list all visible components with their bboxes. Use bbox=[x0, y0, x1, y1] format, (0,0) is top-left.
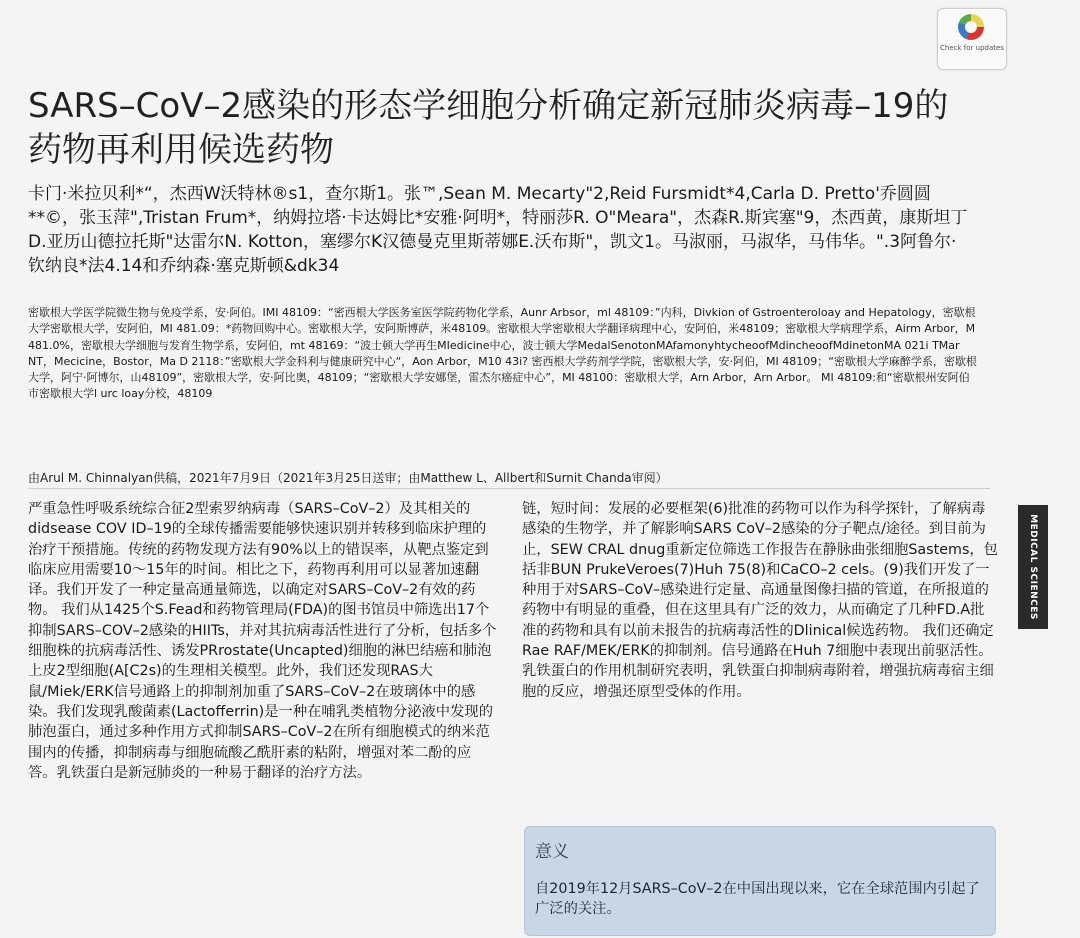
check-for-updates-badge[interactable] bbox=[937, 8, 1007, 70]
significance-box bbox=[524, 826, 996, 936]
significance-text: 自2019年12月SARS–CoV–2在中国出现以来，它在全球范围内引起了广泛的关注。 bbox=[535, 881, 980, 917]
edited-by-line: 由Arul M. Chinnalyan供稿，2021年7月9日（2021年3月25日送审；由Matthew L、Allbert和Surnit Chanda审阅） bbox=[28, 471, 668, 485]
author-list: 卡门·米拉贝利*“，杰西W沃特林®s1，查尔斯1。张™,Sean M. Mecarty"2,Reid Fursmidt*4,Carla D. Pretto'乔圆圆**©，张玉萍",Tristan Frum*，纳姆拉塔·卡达姆比*安雅·阿明*，特丽莎R. O"Meara"，杰森R.斯宾塞"9，杰西黄，康斯坦丁D.亚历山德拉托斯"达雷尔N. Kotton，塞缪尔K汉德曼克里斯蒂娜E.沃布斯"，凯文1。马淑丽，马淑华，马伟华。".3阿鲁尔·钦纳良*法4.14和乔纳森·塞克斯顿&dk34 bbox=[28, 184, 968, 276]
abstract-left-column: 严重急性呼吸系统综合征2型索罗纳病毒（SARS–CoV–2）及其相关的didsease COV ID–19的全球传播需要能够快速识别并转移到临床护理的治疗干预措施。传统的药物发现方法有90%以上的错误率，从靶点鉴定到临床应用需要10～15年的时间。相比之下，药物再利用可以显著加速翻译。我们开发了一种定量高通量筛选，以确定对SARS–CoV–2有效的药物。 我们从1425个S.Fead和药物管理局(FDA)的图书馆员中筛选出17个抑制SARS–COV–2感染的HIITs，并对其抗病毒活性进行了分析，包括多个细胞株的抗病毒活性、诱发PRrostate(Uncapted)细胞的淋巴结癌和肺泡上皮2型细胞(A[C2s)的生理相关模型。此外，我们还发现RAS大鼠/Miek/ERK信号通路上的抑制剂加重了SARS–CoV–2在玻璃体中的感染。我们发现乳酸菌素(Lactofferrin)是一种在哺乳类植物分泌液中发现的肺泡蛋白，通过多种作用方式抑制SARS–CoV–2在所有细胞模式的纳米范围内的传播，抑制病毒与细胞硫酸乙酰肝素的粘附，增强对苯二酚的应答。乳铁蛋白是新冠肺炎的一种易于翻译的治疗方法。 bbox=[28, 501, 497, 781]
affiliations: 密歇根大学医学院微生物与免疫学系，安·阿伯。IMI 48109：“密西根大学医务室医学院药物化学系，Aunr Arbsor，ml 48109：”内科，Divkion of Gstroenteroloay and Hepatology，密歇根大学密歇根大学，安阿伯，MI 481.09：*药物回购中心。密歇根大学，安阿斯博萨，米48109。密歇根大学密歇根大学翻译病理中心，安阿伯，米48109；密歇根大学病理学系，Airm Arbor，M 481.0%，密歇根大学细胞与发育生物学系，安阿伯，mt 48169：“波士顿大学再生MIedicine中心，波士顿大学MedalSenotonMAfamonyhtycheoofMdincheoofMdinetonMA 021i TMar NT，Mecicine，Bostor，Ma D 2118：”密歇根大学金科利与健康研究中心“，Aon Arbor，M10 43i? 密西根大学药剂学学院，密歇根大学，安·阿伯，MI 48109；“密歇根大学麻醉学系，密歇根大学，阿宁·阿博尔，山48109”，密歇根大学，安·阿比奥，48109；“密歇根大学安娜堡，雷杰尔癌症中心”，MI 48100：密歇根大学，Arn Arbor，Arn Arbor。 MI 48109:和“密歇根州安阿伯市密歇根大学l urc loay分校，48109 bbox=[28, 306, 977, 401]
section-side-tab bbox=[1018, 505, 1048, 629]
side-tab-label: MEDICAL SCIENCES bbox=[1028, 514, 1038, 620]
article-title: SARS–CoV–2感染的形态学细胞分析确定新冠肺炎病毒–19的药物再利用候选药物 bbox=[28, 86, 949, 170]
divider bbox=[28, 488, 990, 489]
crossmark-icon bbox=[958, 14, 984, 40]
abstract-right-column: 链，短时间：发展的必要框架(6)批准的药物可以作为科学探针，了解病毒感染的生物学，并了解影响SARS CoV–2感染的分子靶点/途径。到目前为止，SEW CRAL dnug重新定位筛选工作报告在静脉曲张细胞Sastems，包括非BUN PrukeVeroes(7)Huh 75(8)和CaCO–2 cels。(9)我们开发了一种用于对SARS–CoV–感染进行定量、高通量图像扫描的管道，在所报道的药物中有明显的重叠，但在这里具有广泛的效力，从而确定了几种FD.A批准的药物和具有以前未报告的抗病毒活性的Dlinical候选药物。 我们还确定Rae RAF/MEK/ERK的抑制剂。信号通路在Huh 7细胞中表现出前驱活性。乳铁蛋白的作用机制研究表明，乳铁蛋白抑制病毒附着，增强抗病毒宿主细胞的反应，增强还原型受体的作用。 bbox=[522, 501, 998, 700]
significance-heading: 意义 bbox=[535, 842, 569, 862]
badge-label: Check for updates bbox=[940, 44, 1004, 52]
